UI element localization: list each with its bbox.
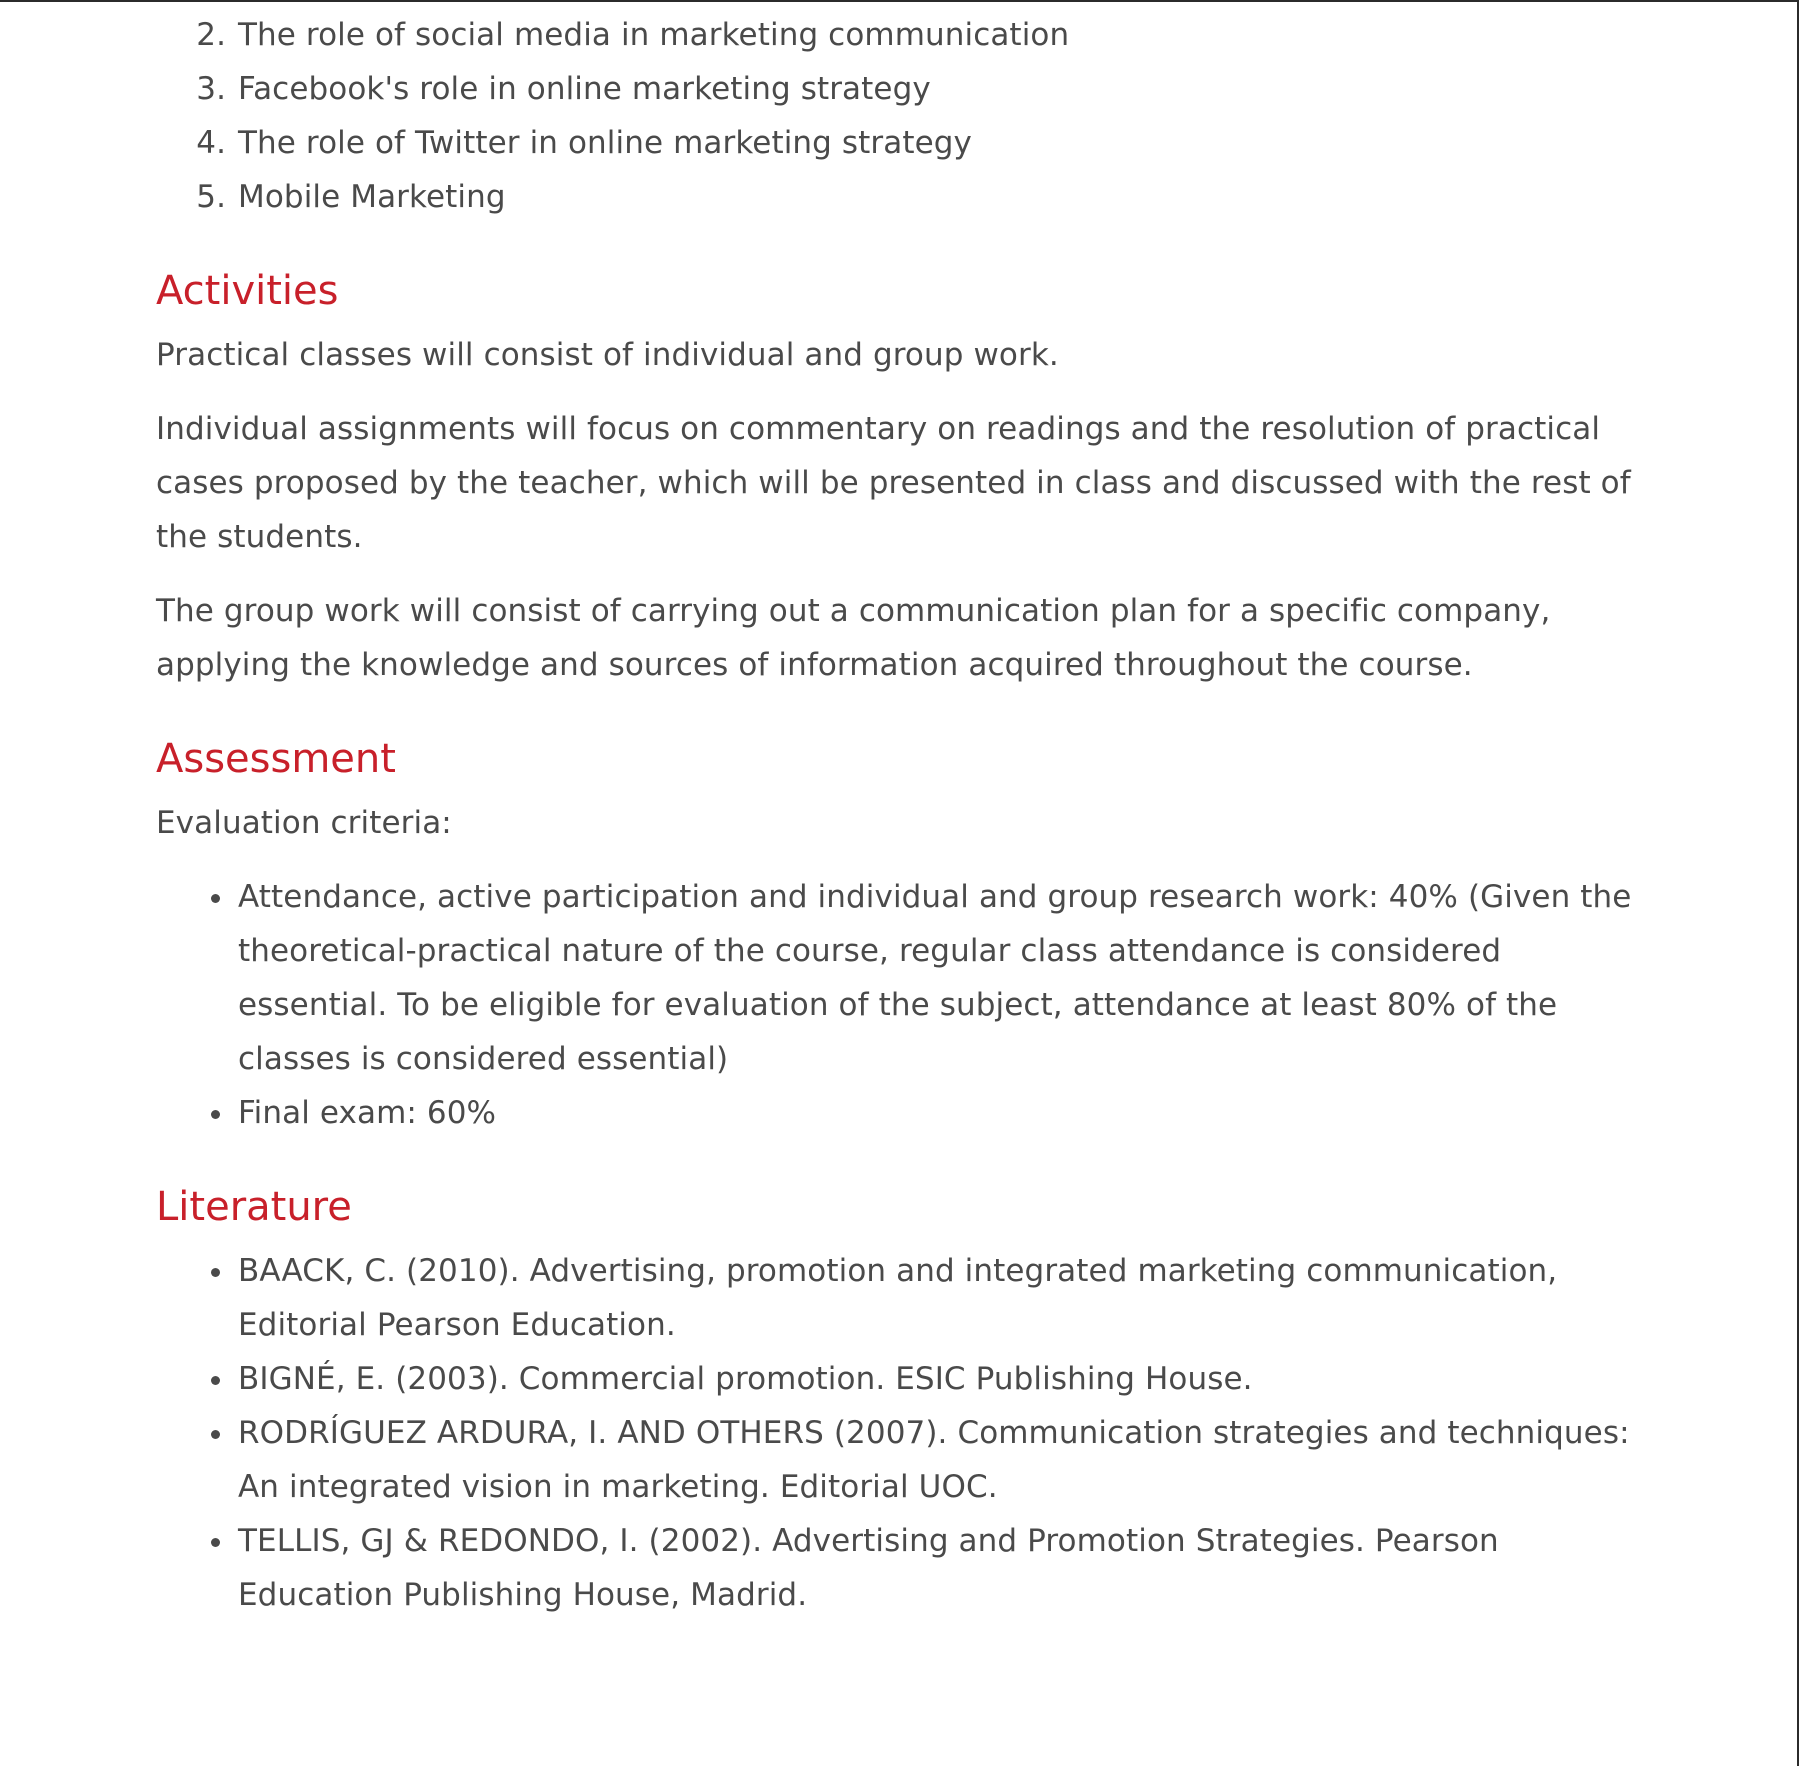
topic-item: 4. The role of Twitter in online marketing strategy [236,116,1656,170]
activities-heading: Activities [156,268,339,314]
literature-item: • TELLIS, GJ & REDONDO, I. (2002). Advertising and Promotion Strategies. Pearson Education Publishing House, Madrid. [236,1514,1656,1622]
assessment-criteria-list [156,870,1656,1140]
topic-item: 2. The role of social media in marketing communication [236,8,1656,62]
literature-item: • RODRÍGUEZ ARDURA, I. AND OTHERS (2007). Communication strategies and techniques: An integrated vision in marketing. Editorial UOC. [236,1406,1656,1514]
assessment-heading: Assessment [156,736,396,782]
literature-heading: Literature [156,1184,352,1230]
criteria-item: • Final exam: 60% [236,1086,1656,1140]
activities-section [156,266,1656,692]
topic-item: 3. Facebook's role in online marketing strategy [236,62,1656,116]
assessment-section [156,734,1656,1140]
criteria-item: • Attendance, active participation and individual and group research work: 40% (Given the theoretical-practical nature of the course, regular class attendance is considered essential. To be eligible for evaluation of the subject, attendance at least 80% of the classes is considered essential) [236,870,1656,1086]
activities-paragraph: The group work will consist of carrying out a communication plan for a specific company, applying the knowledge and sources of information acquired throughout the course. [156,593,1551,683]
activities-paragraph: Individual assignments will focus on commentary on readings and the resolution of practical cases proposed by the teacher, which will be presented in class and discussed with the rest of the students. [156,411,1631,555]
syllabus-content [156,0,1656,1622]
literature-list [156,1244,1656,1622]
literature-item: • BIGNÉ, E. (2003). Commercial promotion. ESIC Publishing House. [236,1352,1656,1406]
literature-section [156,1182,1656,1622]
evaluation-criteria-label: Evaluation criteria: [156,805,452,841]
course-topics-list [156,0,1656,224]
literature-item: • BAACK, C. (2010). Advertising, promotion and integrated marketing communication, Editorial Pearson Education. [236,1244,1656,1352]
topic-item: 5. Mobile Marketing [236,170,1656,224]
topic-item [236,0,1656,8]
activities-paragraph: Practical classes will consist of individual and group work. [156,337,1059,373]
